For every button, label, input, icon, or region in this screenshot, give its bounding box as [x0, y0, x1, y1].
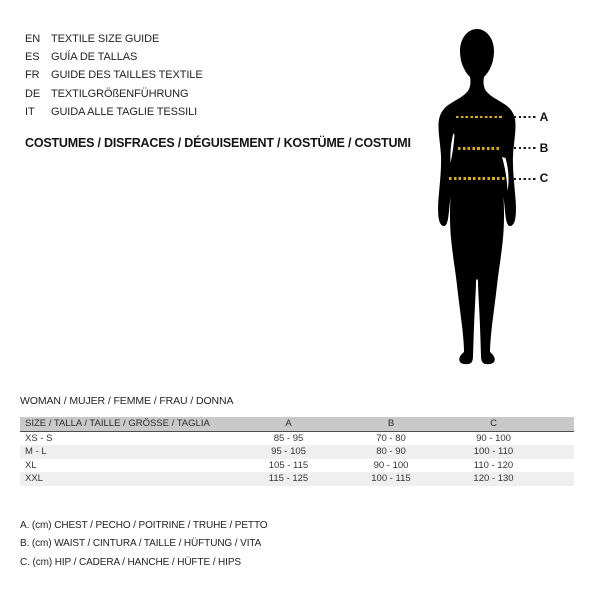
hip-body-dash-line [449, 177, 506, 180]
language-row [25, 30, 203, 48]
language-label: GUIDE DES TAILLES TEXTILE [51, 69, 203, 82]
size-table [20, 417, 574, 486]
table-row [20, 431, 574, 445]
woman-silhouette [420, 25, 600, 370]
note-chest: A. (cm) CHEST / PECHO / POITRINE / TRUHE / PETTO [20, 520, 268, 531]
measure-label-b: B [539, 140, 549, 155]
waist-pointer-dash-line [514, 147, 536, 149]
language-code: EN [25, 33, 41, 46]
header-col-c: C [490, 418, 497, 429]
chest-cell: 115 - 125 [268, 473, 309, 485]
hip-pointer-dash-line [514, 178, 536, 180]
note-hip: C. (cm) HIP / CADERA / HANCHE / HÜFTE / HIPS [20, 556, 241, 568]
table-row [20, 459, 574, 473]
size-cell: XL [25, 459, 37, 471]
language-code: DE [25, 87, 41, 100]
spacer-cell [545, 472, 574, 486]
size-cell: XS - S [25, 432, 53, 444]
hip-cell: 110 - 120 [473, 459, 514, 471]
note-waist: B. (cm) WAIST / CINTURA / TAILLE / HÜFTUNG / VITA [20, 538, 262, 550]
category-title: COSTUMES / DISFRACES / DÉGUISEMENT / KOSTÜME / COSTUMI [25, 136, 411, 150]
size-cell: M - L [25, 446, 47, 458]
language-row [25, 85, 203, 103]
chest-cell: 85 - 95 [273, 432, 304, 444]
waist-body-dash-line [458, 147, 500, 150]
chest-pointer-dash-line [514, 116, 536, 118]
waist-cell: 80 - 90 [376, 446, 406, 458]
spacer-cell [545, 459, 574, 473]
size-table-header-row [20, 417, 574, 431]
size-cell: XXL [25, 473, 43, 485]
language-row [25, 103, 203, 121]
measurement-figure [420, 25, 600, 370]
language-code: ES [25, 51, 40, 64]
language-label: TEXTILE SIZE GUIDE [51, 33, 160, 46]
hip-cell: 100 - 110 [473, 446, 514, 458]
header-size: SIZE / TALLA / TAILLE / GRÖSSE / TAGLIA [25, 418, 210, 429]
spacer-cell [545, 445, 574, 459]
waist-cell: 70 - 80 [376, 432, 406, 444]
language-row [25, 48, 203, 66]
chest-cell: 95 - 105 [271, 446, 306, 458]
waist-cell: 90 - 100 [373, 459, 409, 471]
measure-label-c: C [539, 171, 549, 185]
spacer-cell [545, 431, 574, 445]
language-label: GUIDA ALLE TAGLIE TESSILI [51, 105, 198, 118]
language-label: GUÍA DE TALLAS [51, 51, 138, 64]
header-col-b: B [387, 418, 395, 429]
language-guide-list [25, 30, 203, 121]
language-row [25, 66, 203, 84]
chest-body-dash-line [456, 116, 502, 119]
hip-cell: 90 - 100 [476, 432, 511, 444]
measurement-notes [20, 517, 267, 572]
table-row [20, 445, 574, 459]
language-code: IT [25, 105, 35, 118]
size-table-title: WOMAN / MUJER / FEMME / FRAU / DONNA [20, 395, 234, 407]
measure-label-a: A [539, 109, 549, 124]
hip-cell: 120 - 130 [473, 473, 514, 485]
language-label: TEXTILGRÖßENFÜHRUNG [51, 87, 189, 100]
header-col-a: A [285, 418, 292, 429]
language-code: FR [25, 69, 40, 82]
header-spacer [545, 417, 574, 431]
waist-cell: 100 - 115 [371, 473, 411, 485]
chest-cell: 105 - 115 [268, 459, 309, 471]
table-row [20, 472, 574, 486]
